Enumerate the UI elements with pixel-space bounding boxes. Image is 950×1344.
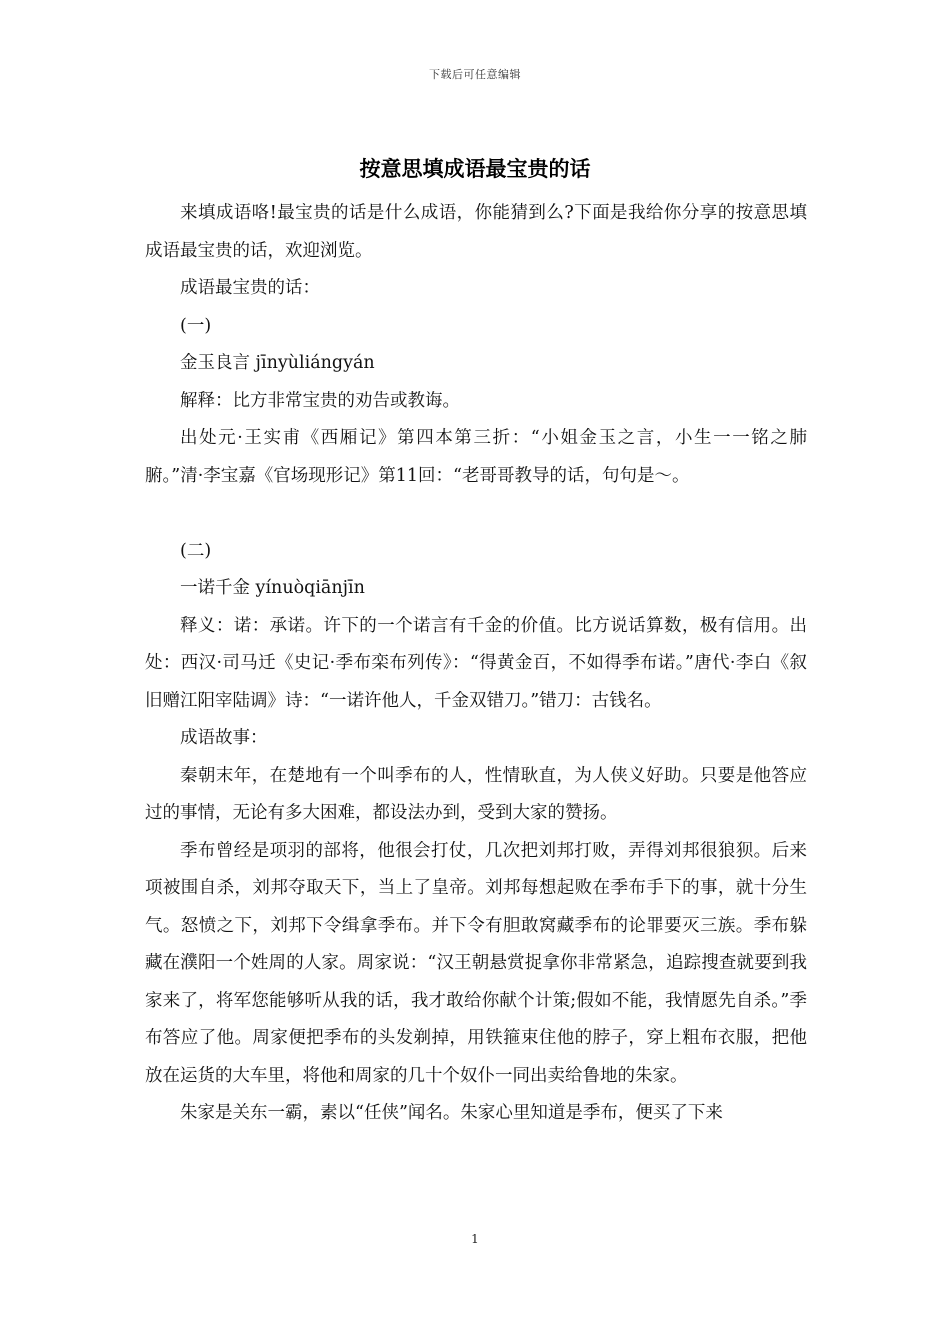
section-heading: 成语最宝贵的话： [180,278,320,298]
idiom-explanation: 解释：比方非常宝贵的劝告或教诲。 [180,390,460,411]
story-paragraph: 季布曾经是项羽的部将，他很会打仗，几次把刘邦打败，弄得刘邦很狼狈。后来项被围自杀，刘邦夺取天下，当上了皇帝。刘邦每想起败在季布手下的事，就十分生气。怒愤之下，刘邦下令缉拿季布。并下令有胆敢窝藏季布的论罪要灭三族。季布躲藏在濮阳一个姓周的人家。周家说：“汉王朝悬赏捉拿你非常紧急，追踪搜查就要到我家来了，将军您能够听从我的话，我才敢给你献个计策;假如不能，我情愿先自杀。”季布答应了他。周家便把季布的头发剃掉，用铁箍束住他的脖子，穿上粗布衣服，把他放在运货的大车里，将他和周家的几十个奴仆一同出卖给鲁地的朱家。 [145,840,807,1086]
idiom-entry: 一诺千金 yínuòqiānjīn [180,578,365,598]
intro-paragraph: 来填成语咯!最宝贵的话是什么成语，你能猜到么?下面是我给你分享的按意思填成语最宝贵的话，欢迎浏览。 [145,203,807,261]
section-number: (一) [180,315,212,336]
story-heading: 成语故事： [180,728,268,748]
idiom-entry: 金玉良言 jīnyùliángyán [180,353,375,373]
blank-line [145,495,807,533]
document-title: 按意思填成语最宝贵的话 [359,156,591,181]
idiom-explanation: 释义：诺：承诺。许下的一个诺言有千金的价值。比方说话算数，极有信用。出处：西汉·司马迁《史记·季布栾布列传》：“得黄金百，不如得季布诺。”唐代·李白《叙旧赠江阳宰陆调》诗：“一诺许他人，千金双错刀。”错刀：古钱名。 [145,615,807,711]
story-paragraph: 朱家是关东一霸，素以“任侠”闻名。朱家心里知道是季布，便买了下来 [180,1103,723,1123]
page-number: 1 [471,1232,479,1246]
document-body [145,195,807,1133]
idiom-source: 出处元·王实甫《西厢记》第四本第三折：“小姐金玉之言，小生一一铭之肺腑。”清·李宝嘉《官场现形记》第11回：“老哥哥教导的话，句句是～。 [145,428,807,486]
page-header: 下载后可任意编辑 [429,68,521,81]
section-number: (二) [180,540,212,561]
story-paragraph: 秦朝末年，在楚地有一个叫季布的人，性情耿直，为人侠义好助。只要是他答应过的事情，无论有多大困难，都设法办到，受到大家的赞扬。 [145,765,807,823]
